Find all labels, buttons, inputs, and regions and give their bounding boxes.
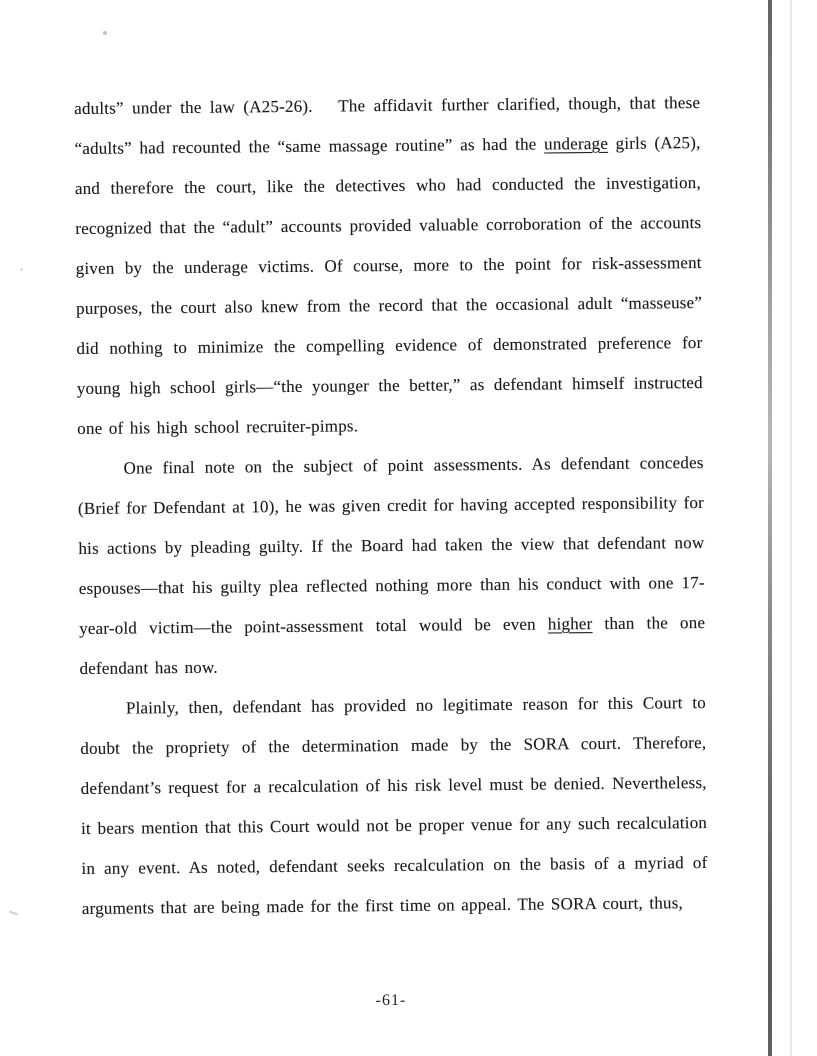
paragraph-2-text-pre: One final note on the subject of point assessments. As defendant concedes (Brief for Defendant at 10), he was given credit for having accepted responsibility for his actions by pleading guilty. If the Board had taken the view that defendant now espouses—that his guilty plea reflected nothing more than his conduct with one 17-year-old victim—the point-assessment total would be even: [77, 452, 705, 638]
scan-edge-artifact: [790, 0, 792, 1056]
scan-line-artifact: [768, 0, 772, 1056]
paragraph-1-text-post: girls (A25), and therefore the court, like the detectives who had conducted the investigation, recognized that the “adult” accounts provided valuable corroboration of the accounts given by the underage victims. Of course, more to the point for risk-assessment purposes, the court also knew from the record that the occasional adult “masseuse” did nothing to minimize the compelling evidence of demonstrated preference for young high school girls—“the younger the better,” as defendant himself instructed one of his high school recruiter-pimps.: [74, 133, 703, 439]
scan-speck: [103, 31, 107, 35]
paragraph-1-underlined-word: underage: [544, 133, 609, 154]
scan-speck: [20, 268, 23, 271]
page-content: [74, 83, 708, 929]
paragraph-1-text-pre: adults” under the law (A25-26). The affidavit further clarified, though, that these “adults” had recounted the “same massage routine” as had the: [74, 93, 701, 159]
page-number: -61-: [375, 991, 407, 1010]
paragraph-1: [74, 83, 703, 449]
scan-speck: [9, 911, 18, 916]
paragraph-2: [77, 443, 705, 689]
paragraph-3: [80, 683, 708, 929]
paragraph-2-text-post: than the one defendant has now.: [79, 612, 706, 678]
paragraph-2-underlined-word: higher: [547, 614, 593, 634]
paragraph-3-text: Plainly, then, defendant has provided no legitimate reason for this Court to doubt the propriety of the determination made by the SORA court. Therefore, defendant’s request for a recalculation of his risk level must be denied. Nevertheless, it bears mention that this Court would not be proper venue for any such recalculation in any event. As noted, defendant seeks recalculation on the basis of a myriad of arguments that are being made for the first time on appeal. The SORA court, thus,: [80, 692, 708, 918]
